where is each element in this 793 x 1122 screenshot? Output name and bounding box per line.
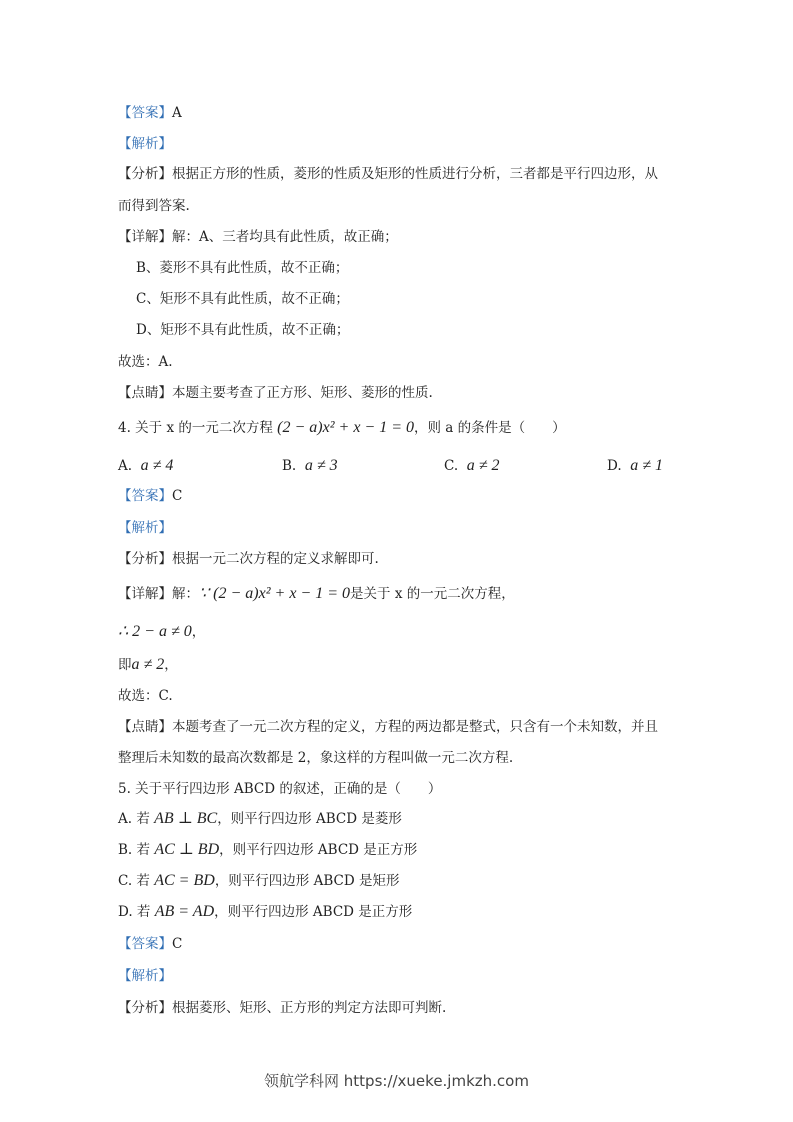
option-label: B. 若 — [118, 842, 151, 858]
q4-comment-line-2: 整理后未知数的最高次数都是 2，象这样的方程叫做一元二次方程. — [118, 750, 514, 766]
step1-punct: ， — [191, 624, 206, 640]
option-math: a ≠ 3 — [304, 457, 338, 474]
q4-choose: 故选：C. — [118, 688, 173, 704]
option-label: A. — [118, 458, 133, 474]
option-rest: ，则平行四边形 ABCD 是菱形 — [217, 811, 402, 827]
q5-answer-line — [118, 934, 182, 954]
option-label: D. 若 — [118, 904, 151, 920]
answer-tag: 【答案】 — [118, 488, 172, 504]
q5-option-b — [118, 840, 417, 860]
detail-pre: 解： — [172, 586, 199, 602]
option-rest: ，则平行四边形 ABCD 是正方形 — [214, 904, 413, 920]
option-math: a ≠ 1 — [630, 457, 664, 474]
option-math: a ≠ 4 — [140, 457, 174, 474]
comment-tag: 【点睛】 — [118, 385, 172, 401]
q4-answer-line — [118, 486, 182, 506]
q5-option-d — [118, 902, 412, 922]
detail-c: C、矩形不具有此性质，故不正确； — [136, 291, 349, 307]
option-label: C. — [444, 458, 459, 474]
fenxi-line-2: 而得到答案. — [118, 198, 190, 214]
q5-stem: 5. 关于平行四边形 ABCD 的叙述，正确的是（ ） — [118, 781, 442, 797]
answer-value: C — [172, 488, 183, 504]
comment-text: 本题考查了一元二次方程的定义，方程的两边都是整式，只含有一个未知数，并且 — [172, 719, 658, 735]
comment-line — [118, 383, 433, 403]
detail-post: 是关于 x 的一元二次方程， — [350, 586, 515, 602]
option-label: A. 若 — [118, 811, 150, 827]
comment-text: 本题主要考查了正方形、矩形、菱形的性质. — [172, 385, 433, 401]
option-label: D. — [607, 458, 622, 474]
q4-option-b — [282, 456, 338, 476]
option-label: B. — [282, 458, 297, 474]
answer-tag: 【答案】 — [118, 936, 172, 952]
q4-step1 — [118, 622, 205, 642]
q4-detail-line — [118, 584, 515, 604]
fenxi-tag: 【分析】 — [118, 1000, 172, 1016]
detail-equation: ∵ (2 − a)x² + x − 1 = 0 — [199, 585, 351, 602]
q5-analysis-tag: 【解析】 — [118, 968, 172, 984]
comment-tag: 【点睛】 — [118, 719, 172, 735]
answer-line — [118, 103, 182, 123]
q4-stem-post: ，则 a 的条件是（ ） — [414, 420, 566, 436]
option-math: a ≠ 2 — [466, 457, 500, 474]
q4-option-c — [444, 456, 500, 476]
q4-stem — [118, 418, 566, 438]
option-math: AC ⊥ BD — [154, 841, 220, 858]
step2-pre: 即 — [118, 657, 132, 673]
answer-tag: 【答案】 — [118, 105, 172, 121]
fenxi-text: 根据正方形的性质，菱形的性质及矩形的性质进行分析，三者都是平行四边形，从 — [172, 166, 658, 182]
step1-math: ∴ 2 − a ≠ 0 — [118, 623, 192, 640]
choose-line: 故选：A. — [118, 354, 173, 370]
q4-step2 — [118, 655, 178, 675]
option-rest: ，则平行四边形 ABCD 是矩形 — [214, 873, 400, 889]
fenxi-text: 根据一元二次方程的定义求解即可. — [172, 551, 379, 567]
detail-a: 解：A、三者均具有此性质，故正确； — [172, 229, 398, 245]
q5-option-a — [118, 809, 402, 829]
q4-option-d — [607, 456, 663, 476]
fenxi-tag: 【分析】 — [118, 551, 172, 567]
fenxi-tag: 【分析】 — [118, 166, 172, 182]
detail-tag: 【详解】 — [118, 586, 172, 602]
answer-value: A — [172, 105, 182, 121]
step2-math: a ≠ 2 — [131, 656, 165, 673]
fenxi-line — [118, 164, 658, 184]
option-math: AC = BD — [154, 872, 215, 889]
q4-equation: (2 − a)x² + x − 1 = 0 — [277, 419, 415, 436]
q4-option-a — [118, 456, 173, 476]
footer-watermark: 领航学科网 https://xueke.jmkzh.com — [264, 1072, 529, 1090]
detail-line — [118, 227, 398, 247]
answer-value: C — [172, 936, 183, 952]
detail-b: B、菱形不具有此性质，故不正确； — [136, 260, 349, 276]
q4-stem-pre: 4. 关于 x 的一元二次方程 — [118, 420, 273, 436]
option-rest: ，则平行四边形 ABCD 是正方形 — [219, 842, 418, 858]
fenxi-text: 根据菱形、矩形、正方形的判定方法即可判断. — [172, 1000, 447, 1016]
q5-option-c — [118, 871, 399, 891]
detail-d: D、矩形不具有此性质，故不正确； — [136, 322, 350, 338]
option-math: AB ⊥ BC — [154, 810, 218, 827]
option-math: AB = AD — [154, 903, 215, 920]
q4-comment-line — [118, 717, 658, 737]
option-label: C. 若 — [118, 873, 150, 889]
q5-fenxi-line — [118, 998, 446, 1018]
q4-fenxi-line — [118, 549, 379, 569]
detail-tag: 【详解】 — [118, 229, 172, 245]
analysis-tag: 【解析】 — [118, 136, 172, 152]
step2-punct: ， — [164, 657, 178, 673]
q4-analysis-tag: 【解析】 — [118, 520, 172, 536]
